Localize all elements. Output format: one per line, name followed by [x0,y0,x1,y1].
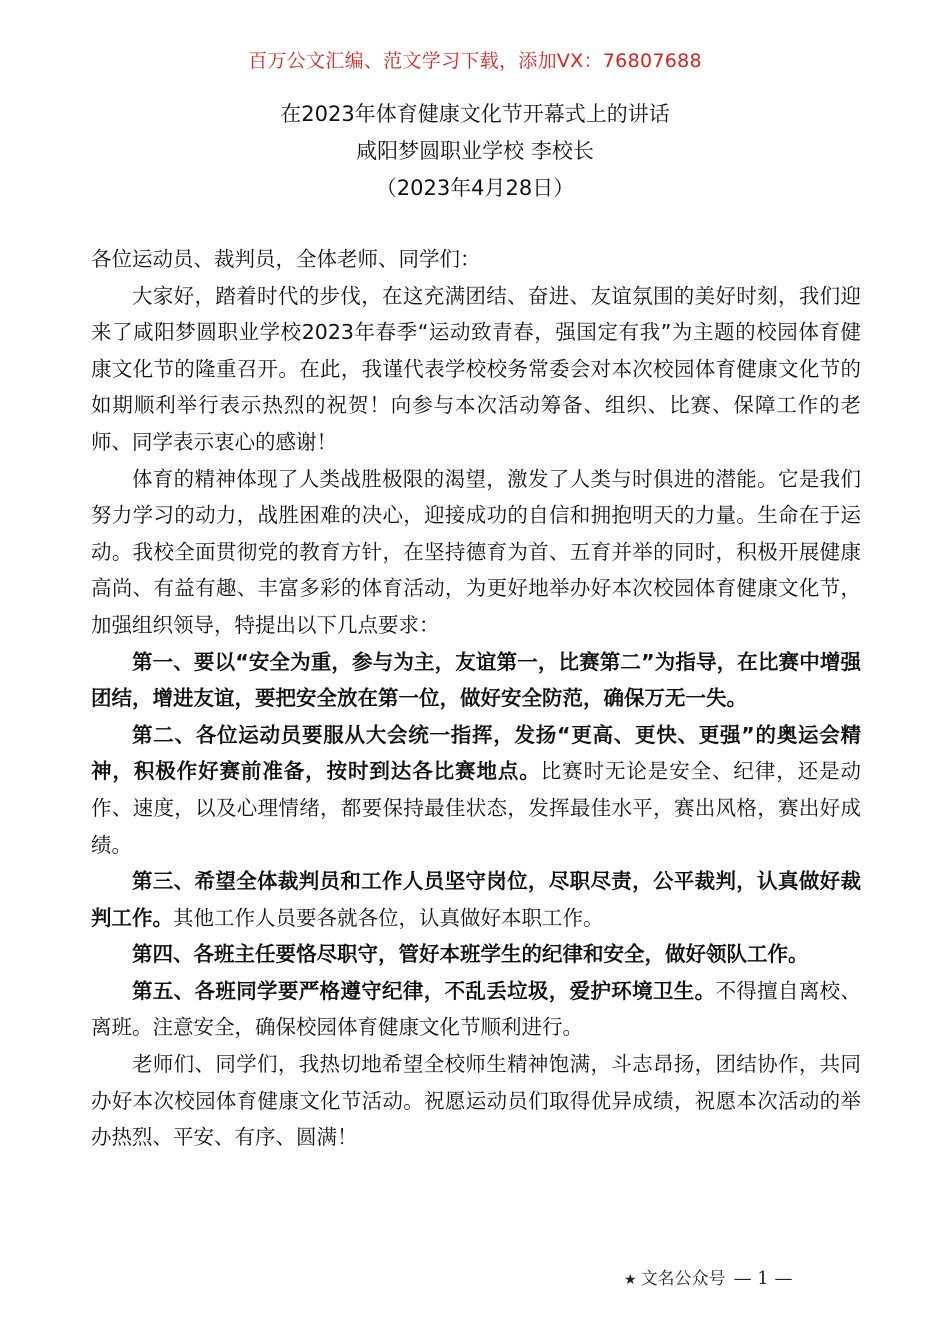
footer-label: 文名公众号 [640,1269,726,1289]
requirement-2-bold: 第二、各位运动员要服从大会统一指挥，发扬“更高、更快、更强”的奥运会精神，积极作好赛前准备，按时到达各比赛地点。 [91,722,861,784]
requirement-1: 第一、要以“安全为重，参与为主，友谊第一，比赛第二”为指导，在比赛中增强团结，增进友谊，要把安全放在第一位，做好安全防范，确保万无一失。 [91,649,861,711]
speech-author: 咸阳梦圆职业学校 李校长 [356,139,594,163]
speech-date: （2023年4月28日） [375,176,575,200]
paragraph-sports-spirit: 体育的精神体现了人类战胜极限的渴望，激发了人类与时俱进的潜能。它是我们努力学习的动力，战胜困难的决心，迎接成功的自信和拥抱明天的力量。生命在于运动。我校全面贯彻党的教育方针，在坚持德育为首、五育并举的同时，积极开展健康高尚、有益有趣、丰富多彩的体育活动，为更好地举办好本次校园体育健康文化节，加强组织领导，特提出以下几点要求： [91,466,861,637]
speech-body [91,241,861,1156]
speech-title: 在2023年体育健康文化节开幕式上的讲话 [280,102,670,126]
requirement-3 [91,863,861,936]
requirement-5 [91,973,861,1046]
requirement-4: 第四、各班主任要恪尽职守，管好本班学生的纪律和安全，做好领队工作。 [132,942,809,967]
watermark-banner: 百万公文汇编、范文学习下载，添加VX：76807688 [248,50,702,72]
requirement-3-bold: 第三、希望全体裁判员和工作人员坚守岗位，尽职尽责，公平裁判，认真做好裁判工作。 [91,869,861,930]
page-footer [624,1264,792,1289]
requirement-5-rest: 不得擅自离校、离班。注意安全，确保校园体育健康文化节顺利进行。 [91,978,861,1040]
speech-header [0,96,950,207]
paragraph-opening: 大家好，踏着时代的步伐，在这充满团结、奋进、友谊氛围的美好时刻，我们迎来了咸阳梦圆职业学校2023年春季“运动致青春，强国定有我”为主题的校园体育健康文化节的隆重召开。在此，我谨代表学校校务常委会对本次校园体育健康文化节的如期顺利举行表示热烈的祝贺！向参与本次活动筹备、组织、比赛、保障工作的老师、同学表示衷心的感谢！ [91,283,861,454]
star-icon: ★ [624,1272,637,1288]
requirement-2 [91,717,861,863]
paragraph-closing: 老师们、同学们，我热切地希望全校师生精神饱满，斗志昂扬，团结协作，共同办好本次校园体育健康文化节活动。祝愿运动员们取得优异成绩，祝愿本次活动的举办热烈、平安、有序、圆满！ [91,1052,861,1150]
requirement-2-rest: 比赛时无论是安全、纪律，还是动作、速度，以及心理情绪，都要保持最佳状态，发挥最佳水平，赛出风格，赛出好成绩。 [91,759,862,857]
requirement-3-rest: 其他工作人员要各就各位，认真做好本职工作。 [173,905,604,930]
requirement-5-bold: 第五、各班同学要严格遵守纪律，不乱丢垃圾，爱护环境卫生。 [132,978,716,1003]
salutation: 各位运动员、裁判员，全体老师、同学们： [91,247,481,271]
page-number: — 1 — [733,1268,793,1289]
